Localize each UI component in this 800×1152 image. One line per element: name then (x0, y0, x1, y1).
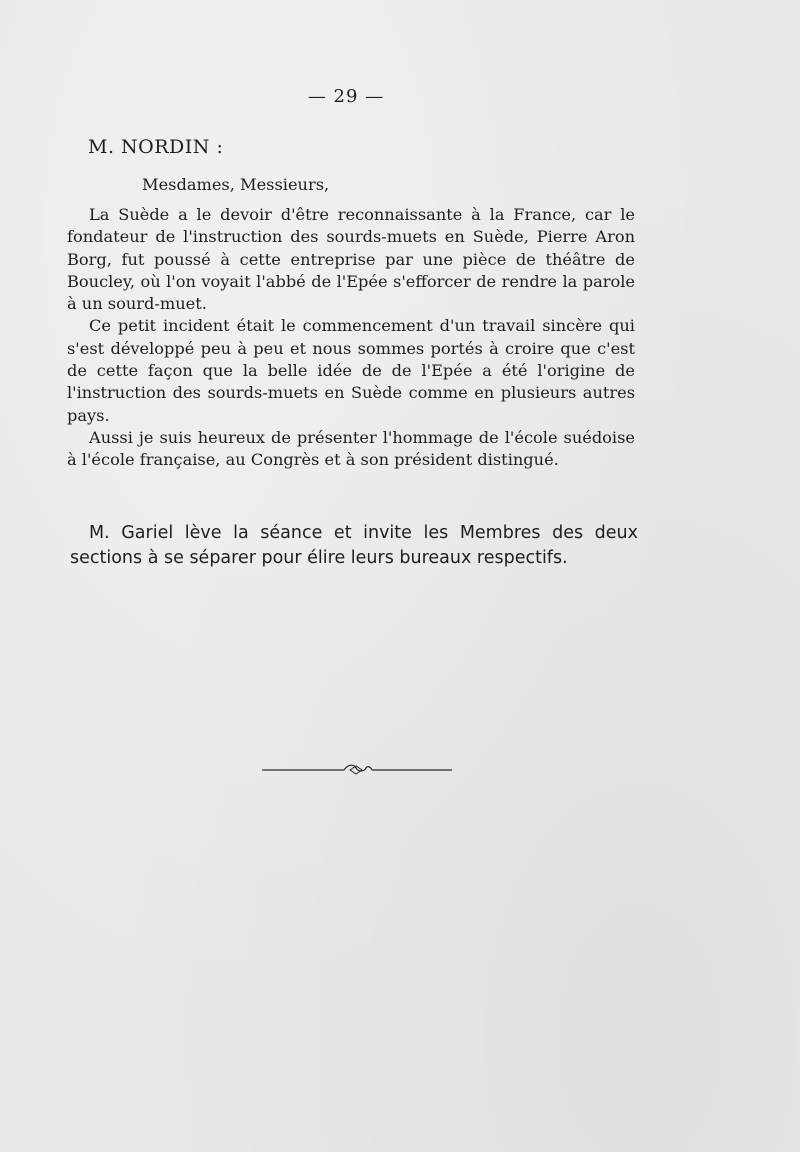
paragraph-1: La Suède a le devoir d'être reconnaissante à la France, car le fondateur de l'instruction des sourds-muets en Suède, Pierre Aron Borg, fut poussé à cette entreprise par une pièce de théâtre de Boucley, où l'on voyait l'abbé de l'Epée s'efforcer de rendre la parole à un sourd-muet. (67, 205, 635, 314)
speaker-prefix: M. N (88, 136, 139, 158)
speech-body (67, 204, 635, 472)
speaker-heading (88, 136, 223, 158)
closing-statement: M. Gariel lève la séance et invite les Membres des deux sections à se séparer pour élire leurs bureaux respectifs. (70, 523, 638, 568)
speaker-colon: : (209, 136, 224, 158)
fleuron-rule-icon (260, 760, 456, 780)
page-number: — 29 — (307, 86, 385, 107)
paragraph-2: Ce petit incident était le commencement d'un travail sincère qui s'est développé peu à peu et nous sommes portés à croire que c'est de cette façon que la belle idée de de l'Epée a été l'origine de l'instruction des sourds-muets en Suède comme en plusieurs autres pays. (67, 316, 635, 425)
paragraph-3: Aussi je suis heureux de présenter l'hommage de l'école suédoise à l'école française, au Congrès et à son président distingué. (67, 427, 635, 470)
speaker-name: ORDIN (138, 136, 210, 158)
salutation: Mesdames, Messieurs, (142, 175, 330, 194)
